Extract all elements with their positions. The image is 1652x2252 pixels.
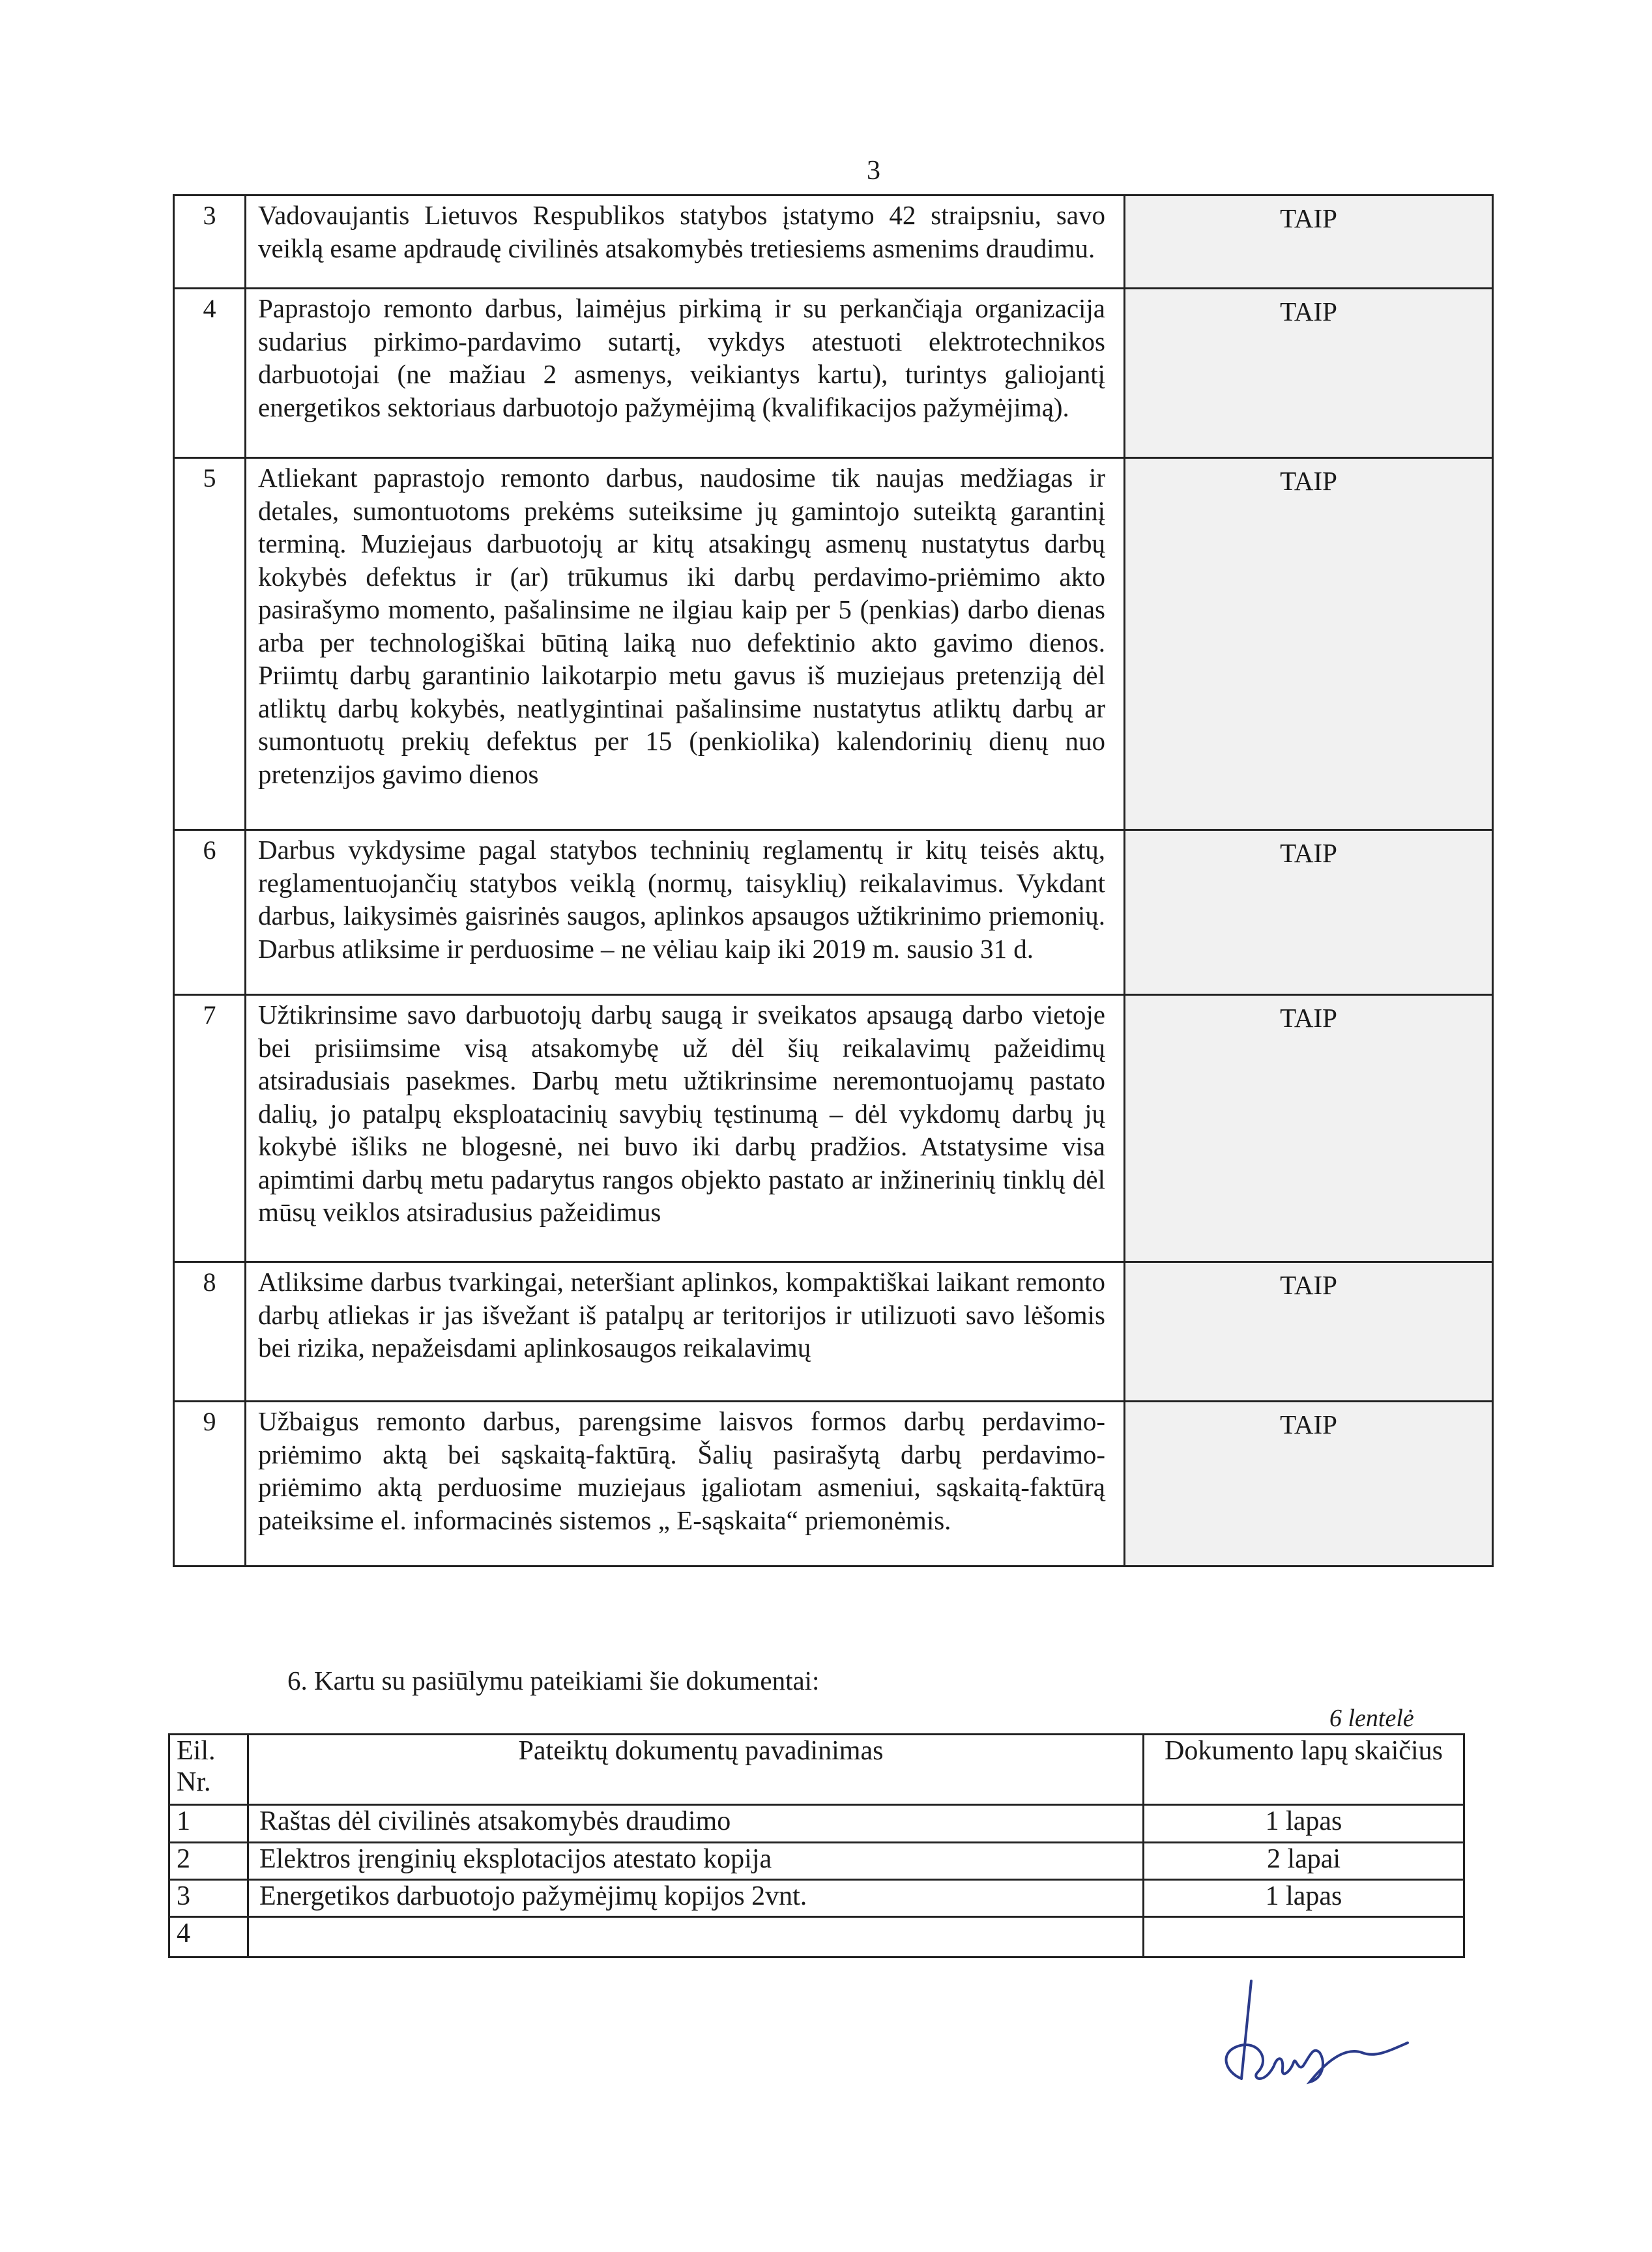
doc-pages: 1 lapas	[1144, 1880, 1464, 1917]
row-number: 8	[174, 1262, 246, 1402]
requirement-text: Atliekant paprastojo remonto darbus, naudosime tik naujas medžiagas ir detales, sumontuotoms prekėms suteiksime jų gamintojo suteiktą garantinį terminą. Muziejaus darbuotojų ar kitų atsakingų asmenų nustatytus darbų kokybės defektus ir (ar) trūkumus iki darbų perdavimo-priėmimo akto pasirašymo momento, pašalinsime ne ilgiau kaip per 5 (penkias) darbo dienas arba per technologiškai būtiną laiką nuo defektinio akto gavimo dienos. Priimtų darbų garantinio laikotarpio metu gavus iš muziejaus pretenziją dėl atliktų darbų kokybės, neatlygintinai pašalinsime nustatytus atliktų darbų ar sumontuotų prekių defektus per 15 (penkiolika) kalendorinių dienų nuo pretenzijos gavimo dienos	[246, 458, 1125, 830]
doc-name	[248, 1917, 1144, 1957]
signature	[1212, 1974, 1421, 2092]
requirement-text: Užtikrinsime savo darbuotojų darbų saugą ir sveikatos apsaugą darbo vietoje bei prisiimsime visą atsakomybę už dėl šių reikalavimų pažeidimų atsiradusiais pasekmes. Darbų metu užtikrinsime neremontuojamų pastato dalių, jo patalpų eksploatacinių savybių tęstinumą – dėl vykdomų darbų jų kokybė išliks ne blogesnė, nei buvo iki darbų pradžios. Atstatysime visa apimtimi darbų metu padarytus rangos objekto pastato ar inžinerinių tinklų dėl mūsų veiklos atsiradusius pažeidimus	[246, 995, 1125, 1262]
row-number: 6	[174, 830, 246, 995]
requirement-text: Vadovaujantis Lietuvos Respublikos statybos įstatymo 42 straipsniu, savo veiklą esame apdraudę civilinės atsakomybės tretiesiems asmenims draudimu.	[246, 195, 1125, 289]
header-pages: Dokumento lapų skaičius	[1144, 1735, 1464, 1805]
row-number: 7	[174, 995, 246, 1262]
table-row	[169, 1805, 1464, 1843]
section-heading: 6. Kartu su pasiūlymu pateikiami šie dokumentai:	[287, 1666, 820, 1696]
table-row	[174, 458, 1493, 830]
header-name: Pateiktų dokumentų pavadinimas	[248, 1735, 1144, 1805]
row-number: 3	[174, 195, 246, 289]
requirement-text: Paprastojo remonto darbus, laimėjus pirkimą ir su perkančiąja organizacija sudarius pirkimo-pardavimo sutartį, vykdys atestuoti elektrotechnikos darbuotojai (ne mažiau 2 asmenys, veikiantys kartu), turintys galiojantį energetikos sektoriaus darbuotojo pažymėjimą (kvalifikacijos pažymėjimą).	[246, 289, 1125, 458]
table-row	[174, 1402, 1493, 1566]
requirements-table	[173, 194, 1494, 1567]
table-row	[169, 1843, 1464, 1880]
doc-pages: 2 lapai	[1144, 1843, 1464, 1880]
answer-cell: TAIP	[1125, 1262, 1493, 1402]
table-row	[169, 1880, 1464, 1917]
row-number: 4	[174, 289, 246, 458]
header-no: Eil. Nr.	[169, 1735, 248, 1805]
answer-cell: TAIP	[1125, 195, 1493, 289]
doc-name: Elektros įrenginių eksplotacijos atestato kopija	[248, 1843, 1144, 1880]
table-header-row	[169, 1735, 1464, 1805]
doc-pages	[1144, 1917, 1464, 1957]
answer-cell: TAIP	[1125, 995, 1493, 1262]
table-row	[174, 830, 1493, 995]
answer-cell: TAIP	[1125, 1402, 1493, 1566]
doc-no: 3	[169, 1880, 248, 1917]
row-number: 9	[174, 1402, 246, 1566]
answer-cell: TAIP	[1125, 830, 1493, 995]
requirement-text: Darbus vykdysime pagal statybos techninių reglamentų ir kitų teisės aktų, reglamentuojančių statybos veiklą (normų, taisyklių) reikalavimus. Vykdant darbus, laikysimės gaisrinės saugos, aplinkos apsaugos užtikrinimo priemonių. Darbus atliksime ir perduosime – ne vėliau kaip iki 2019 m. sausio 31 d.	[246, 830, 1125, 995]
table-row	[174, 289, 1493, 458]
table-row	[169, 1917, 1464, 1957]
answer-cell: TAIP	[1125, 289, 1493, 458]
answer-cell: TAIP	[1125, 458, 1493, 830]
page-number: 3	[867, 156, 880, 186]
documents-table	[168, 1733, 1465, 1958]
doc-no: 4	[169, 1917, 248, 1957]
doc-name: Raštas dėl civilinės atsakomybės draudimo	[248, 1805, 1144, 1843]
requirement-text: Užbaigus remonto darbus, parengsime laisvos formos darbų perdavimo-priėmimo aktą bei sąskaitą-faktūrą. Šalių pasirašytą darbų perdavimo-priėmimo aktą perduosime muziejaus įgaliotam asmeniui, sąskaitą-faktūrą pateiksime el. informacinės sistemos „ E-sąskaita“ priemonėmis.	[246, 1402, 1125, 1566]
doc-no: 2	[169, 1843, 248, 1880]
table-row	[174, 995, 1493, 1262]
row-number: 5	[174, 458, 246, 830]
table-row	[174, 1262, 1493, 1402]
table-row	[174, 195, 1493, 289]
doc-pages: 1 lapas	[1144, 1805, 1464, 1843]
requirement-text: Atliksime darbus tvarkingai, neteršiant aplinkos, kompaktiškai laikant remonto darbų atliekas ir jas išvežant iš patalpų ar teritorijos ir utilizuoti savo lėšomis bei rizika, nepažeisdami aplinkosaugos reikalavimų	[246, 1262, 1125, 1402]
table-label: 6 lentelė	[1329, 1705, 1414, 1732]
doc-name: Energetikos darbuotojo pažymėjimų kopijos 2vnt.	[248, 1880, 1144, 1917]
doc-no: 1	[169, 1805, 248, 1843]
